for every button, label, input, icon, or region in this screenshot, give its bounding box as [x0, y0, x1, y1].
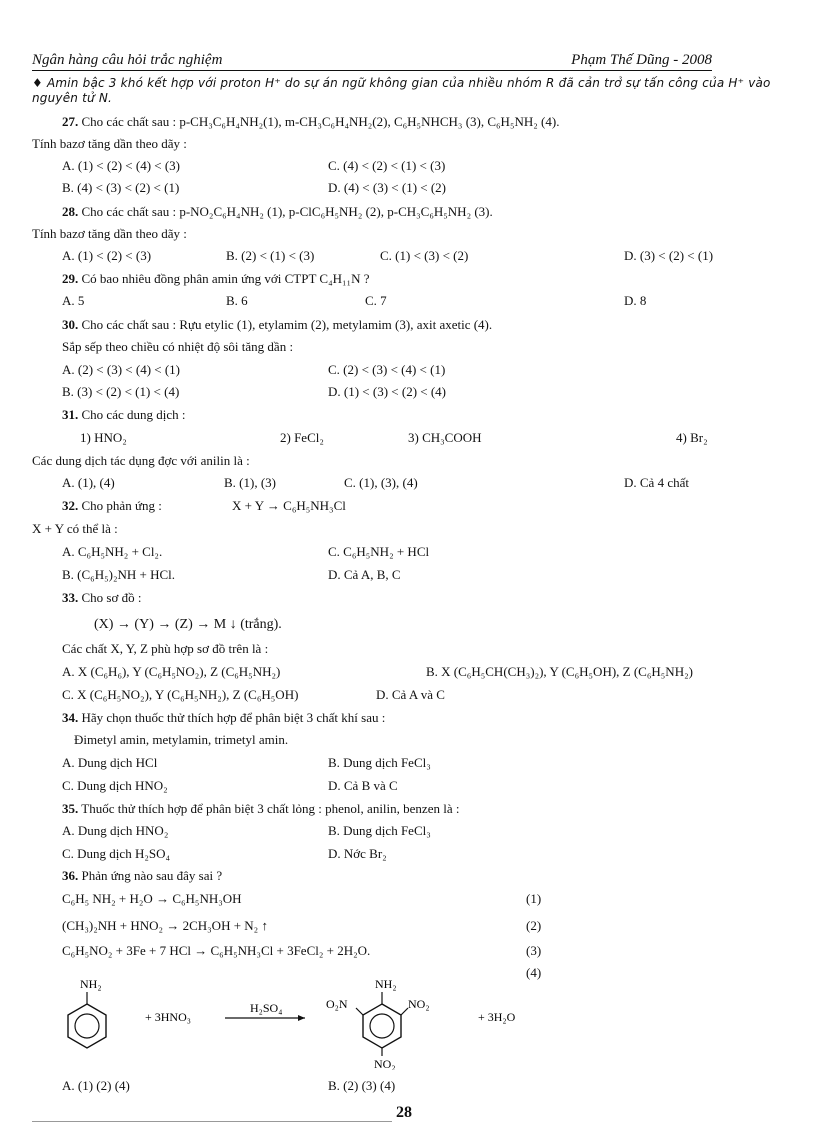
option-b: B. Dung dịch FeCl₃	[328, 823, 431, 838]
page-number: 28	[396, 1104, 412, 1121]
question-subtext: Các dung dịch tác dụng đợc với anilin là :	[32, 453, 250, 468]
catalyst-label: H₂SO₄	[250, 1001, 283, 1015]
option-b: B. (3) < (2) < (1) < (4)	[62, 384, 180, 399]
option-c: C. Dung dịch H₂SO₄	[62, 846, 171, 861]
reaction-equation: X + Y → C₆H₅NH₃Cl	[232, 498, 346, 513]
option-c: C. 7	[365, 293, 387, 308]
header-author: Phạm Thế Dũng - 2008	[571, 52, 712, 68]
question-text: Hãy chọn thuốc thử thích hợp để phân biệt 3 chất khí sau :	[81, 710, 386, 725]
reaction-1: C₆H₅ NH₂ + H₂O → C₆H₅NH₃OH	[62, 891, 242, 906]
question-text: Cho các chất sau : p-NO₂C₆H₄NH₂ (1), p-ClC₆H₅NH₂ (2), p-CH₃C₆H₅NH₂ (3).	[81, 204, 493, 219]
option-c: C. (1) < (3) < (2)	[380, 248, 469, 263]
question-29	[62, 270, 369, 288]
option-a: A. (1) < (2) < (3)	[62, 248, 152, 263]
reaction-1-number: (1)	[526, 891, 542, 906]
option-b: B. 6	[226, 293, 248, 308]
option-a: A. 5	[62, 293, 85, 308]
option-d: D. Cả A và C	[376, 687, 445, 702]
question-number: 27.	[62, 114, 79, 129]
question-text: Cho các chất sau : Rựu etylic (1), etylamim (2), metylamim (3), axit axetic (4).	[81, 317, 493, 332]
header-title: Ngân hàng câu hỏi trắc nghiệm	[32, 52, 223, 68]
question-35	[62, 800, 459, 818]
question-text: Cho các chất sau : p-CH₃C₆H₄NH₂(1), m-CH₃C₆H₄NH₂(2), C₆H₅NHCH₃ (3), C₆H₅NH₂ (4).	[81, 114, 560, 129]
question-number: 36.	[62, 868, 79, 883]
option-d: D. 8	[624, 293, 647, 308]
question-text: Phản ứng nào sau đây sai ?	[81, 868, 223, 883]
option-d: D. (1) < (3) < (2) < (4)	[328, 384, 447, 399]
reaction-4-number: (4)	[526, 965, 542, 980]
question-32	[62, 497, 162, 515]
reaction-4-structure	[50, 976, 550, 1070]
option-d: D. Cả B và C	[328, 778, 398, 793]
option-a: A. (1) < (2) < (4) < (3)	[62, 158, 181, 173]
question-34	[62, 709, 385, 727]
reagent-label: + 3HNO₃	[145, 1010, 191, 1024]
option-c: C. (2) < (3) < (4) < (1)	[328, 362, 446, 377]
question-number: 28.	[62, 204, 79, 219]
item-1: 1) HNO₂	[80, 430, 127, 445]
option-a: A. Dung dịch HNO₂	[62, 823, 169, 838]
question-subtext: X + Y có thể là :	[32, 521, 118, 536]
question-number: 31.	[62, 407, 79, 422]
question-33	[62, 589, 141, 607]
question-number: 29.	[62, 271, 79, 286]
reaction-3-number: (3)	[526, 943, 542, 958]
question-number: 34.	[62, 710, 79, 725]
option-d: D. (3) < (2) < (1)	[624, 248, 714, 263]
question-30	[62, 316, 492, 334]
option-c: C. (1), (3), (4)	[344, 475, 418, 490]
bond-line	[356, 1008, 363, 1015]
option-a: A. C₆H₅NH₂ + Cl₂.	[62, 544, 163, 559]
bond-line	[401, 1008, 408, 1015]
option-b: B. (1), (3)	[224, 475, 276, 490]
reaction-3: C₆H₅NO₂ + 3Fe + 7 HCl → C₆H₅NH₃Cl + 3FeCl₂ + 2H₂O.	[62, 943, 371, 958]
product-no2-bottom: NO₂	[374, 1057, 396, 1070]
page-header	[32, 52, 712, 71]
product-o2n-left: O₂N	[326, 997, 348, 1011]
question-28	[62, 203, 493, 221]
option-b: B. X (C₆H₅CH(CH₃)₂), Y (C₆H₅OH), Z (C₆H₅NH₂)	[426, 664, 693, 679]
arrow-head	[298, 1015, 305, 1021]
question-text: Có bao nhiêu đồng phân amin ứng với CTPT C₄H₁₁N ?	[81, 271, 370, 286]
question-subtext: Các chất X, Y, Z phù hợp sơ đồ trên là :	[62, 641, 269, 656]
question-text: Cho phản ứng :	[81, 498, 162, 513]
benzene-ring	[68, 1004, 106, 1048]
item-2: 2) FeCl₂	[280, 430, 324, 445]
option-d: D. (4) < (3) < (1) < (2)	[328, 180, 447, 195]
item-3: 3) CH₃COOH	[408, 430, 482, 445]
note-text: ♦ Amin bậc 3 khó kết hợp với proton H⁺ do sự án ngữ không gian của nhiều nhóm R đã cản trở sự tấn công của H⁺ vào nguyên tử N.	[32, 76, 771, 105]
option-c: C. Dung dịch HNO₂	[62, 778, 168, 793]
option-a: A. Dung dịch HCl	[62, 755, 158, 770]
aniline-nh2-label: NH₂	[80, 977, 102, 991]
question-number: 35.	[62, 801, 79, 816]
question-subtext: Tính bazơ tăng dần theo dãy :	[32, 226, 187, 241]
question-31	[62, 406, 185, 424]
question-27	[62, 113, 559, 131]
question-subtext: Sắp sếp theo chiều có nhiệt độ sôi tăng dần :	[62, 339, 294, 354]
option-b: B. (C₆H₅)₂NH + HCl.	[62, 567, 176, 582]
footer-divider	[32, 1121, 392, 1122]
question-subtext: Đimetyl amin, metylamin, trimetyl amin.	[74, 732, 289, 747]
option-a: A. (2) < (3) < (4) < (1)	[62, 362, 181, 377]
question-text: Cho các dung dịch :	[81, 407, 186, 422]
option-a: A. X (C₆H₆), Y (C₆H₅NO₂), Z (C₆H₅NH₂)	[62, 664, 281, 679]
option-d: D. Cả 4 chất	[624, 475, 689, 490]
option-b: B. Dung dịch FeCl₃	[328, 755, 431, 770]
option-c: C. X (C₆H₅NO₂), Y (C₆H₅NH₂), Z (C₆H₅OH)	[62, 687, 299, 702]
reaction-2-number: (2)	[526, 918, 542, 933]
item-4: 4) Br₂	[676, 430, 708, 445]
question-number: 32.	[62, 498, 79, 513]
option-a: A. (1), (4)	[62, 475, 115, 490]
option-d: D. Cả A, B, C	[328, 567, 401, 582]
option-c: C. C₆H₅NH₂ + HCl	[328, 544, 430, 559]
question-number: 30.	[62, 317, 79, 332]
option-b: B. (2) < (1) < (3)	[226, 248, 315, 263]
option-a: A. (1) (2) (4)	[62, 1078, 130, 1093]
water-label: + 3H₂O	[478, 1010, 516, 1024]
benzene-circle	[75, 1014, 99, 1038]
benzene-circle	[370, 1014, 394, 1038]
option-b: B. (2) (3) (4)	[328, 1078, 396, 1093]
product-nh2-label: NH₂	[375, 977, 397, 991]
option-c: C. (4) < (2) < (1) < (3)	[328, 158, 446, 173]
product-no2-right: NO₂	[408, 997, 430, 1011]
option-b: B. (4) < (3) < (2) < (1)	[62, 180, 180, 195]
reaction-2: (CH₃)₂NH + HNO₂ → 2CH₃OH + N₂ ↑	[62, 918, 268, 933]
question-text: Thuốc thử thích hợp để phân biệt 3 chất lỏng : phenol, anilin, benzen là :	[81, 801, 460, 816]
question-subtext: Tính bazơ tăng dần theo dãy :	[32, 136, 187, 151]
option-d: D. Nớc Br₂	[328, 846, 387, 861]
question-36	[62, 867, 222, 885]
benzene-ring	[363, 1004, 401, 1048]
question-number: 33.	[62, 590, 79, 605]
reaction-scheme: (X) → (Y) → (Z) → M ↓ (trắng).	[94, 617, 282, 632]
question-text: Cho sơ đồ :	[81, 590, 142, 605]
